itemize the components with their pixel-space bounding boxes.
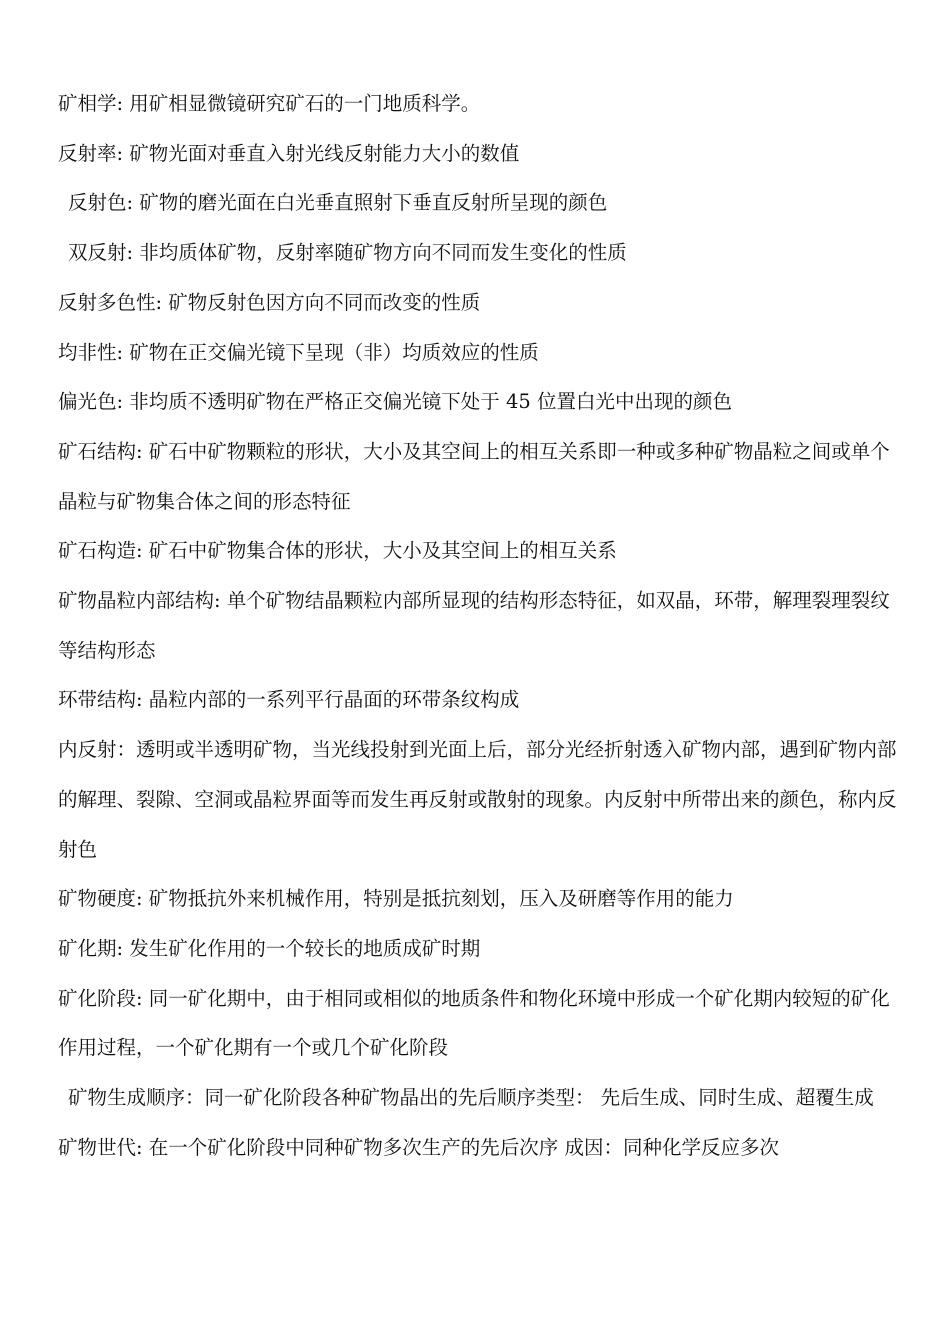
paragraph-mineralization-stage: 矿化阶段: 同一矿化期中，由于相同或相似的地质条件和物化环境中形成一个矿化期内较短的矿化作用过程，一个矿化期有一个或几个矿化阶段 <box>58 986 890 1060</box>
paragraph-ore-microscopy: 矿相学: 用矿相显微镜研究矿石的一门地质科学。 <box>58 92 481 115</box>
paragraph-reflectance: 反射率: 矿物光面对垂直入射光线反射能力大小的数值 <box>58 141 520 165</box>
paragraph-anisotropy: 均非性: 矿物在正交偏光镜下呈现（非）均质效应的性质 <box>58 340 539 364</box>
paragraph-ore-texture: 矿石结构: 矿石中矿物颗粒的形状，大小及其空间上的相互关系即一种或多种矿物晶粒之间或单个晶粒与矿物集合体之间的形态特征 <box>58 439 890 513</box>
paragraph-reflection-color: 反射色: 矿物的磨光面在白光垂直照射下垂直反射所呈现的颜色 <box>68 191 608 215</box>
paragraph-zonal-structure: 环带结构: 晶粒内部的一系列平行晶面的环带条纹构成 <box>58 688 520 712</box>
paragraph-mineral-generation: 矿物世代: 在一个矿化阶段中同种矿物多次生产的先后次序 成因：同种化学反应多次 <box>58 1135 779 1159</box>
paragraph-mineralization-period: 矿化期: 发生矿化作用的一个较长的地质成矿时期 <box>58 936 481 960</box>
document-page <box>58 79 898 1172</box>
paragraph-grain-internal-structure: 矿物晶粒内部结构: 单个矿物结晶颗粒内部所显现的结构形态特征，如双晶，环带，解理裂理裂纹等结构形态 <box>58 589 890 662</box>
paragraph-internal-reflection: 内反射：透明或半透明矿物，当光线投射到光面上后，部分光经折射透入矿物内部，遇到矿物内部的解理、裂隙、空洞或晶粒界面等而发生再反射或散射的现象。内反射中所带出来的颜色，称内反射色 <box>58 738 897 861</box>
paragraph-mineral-hardness: 矿物硬度: 矿物抵抗外来机械作用，特别是抵抗刻划，压入及研磨等作用的能力 <box>58 887 734 911</box>
paragraph-bireflectance: 双反射: 非均质体矿物，反射率随矿物方向不同而发生变化的性质 <box>68 241 627 265</box>
paragraph-ore-structure: 矿石构造: 矿石中矿物集合体的形状，大小及其空间上的相互关系 <box>58 539 617 563</box>
paragraph-polarization-color: 偏光色: 非均质不透明矿物在严格正交偏光镜下处于 45 位置白光中出现的颜色 <box>58 390 732 414</box>
paragraph-reflection-pleochroism: 反射多色性: 矿物反射色因方向不同而改变的性质 <box>58 290 481 314</box>
paragraph-formation-sequence: 矿物生成顺序：同一矿化阶段各种矿物晶出的先后顺序类型： 先后生成、同时生成、超覆生成 <box>68 1086 874 1110</box>
